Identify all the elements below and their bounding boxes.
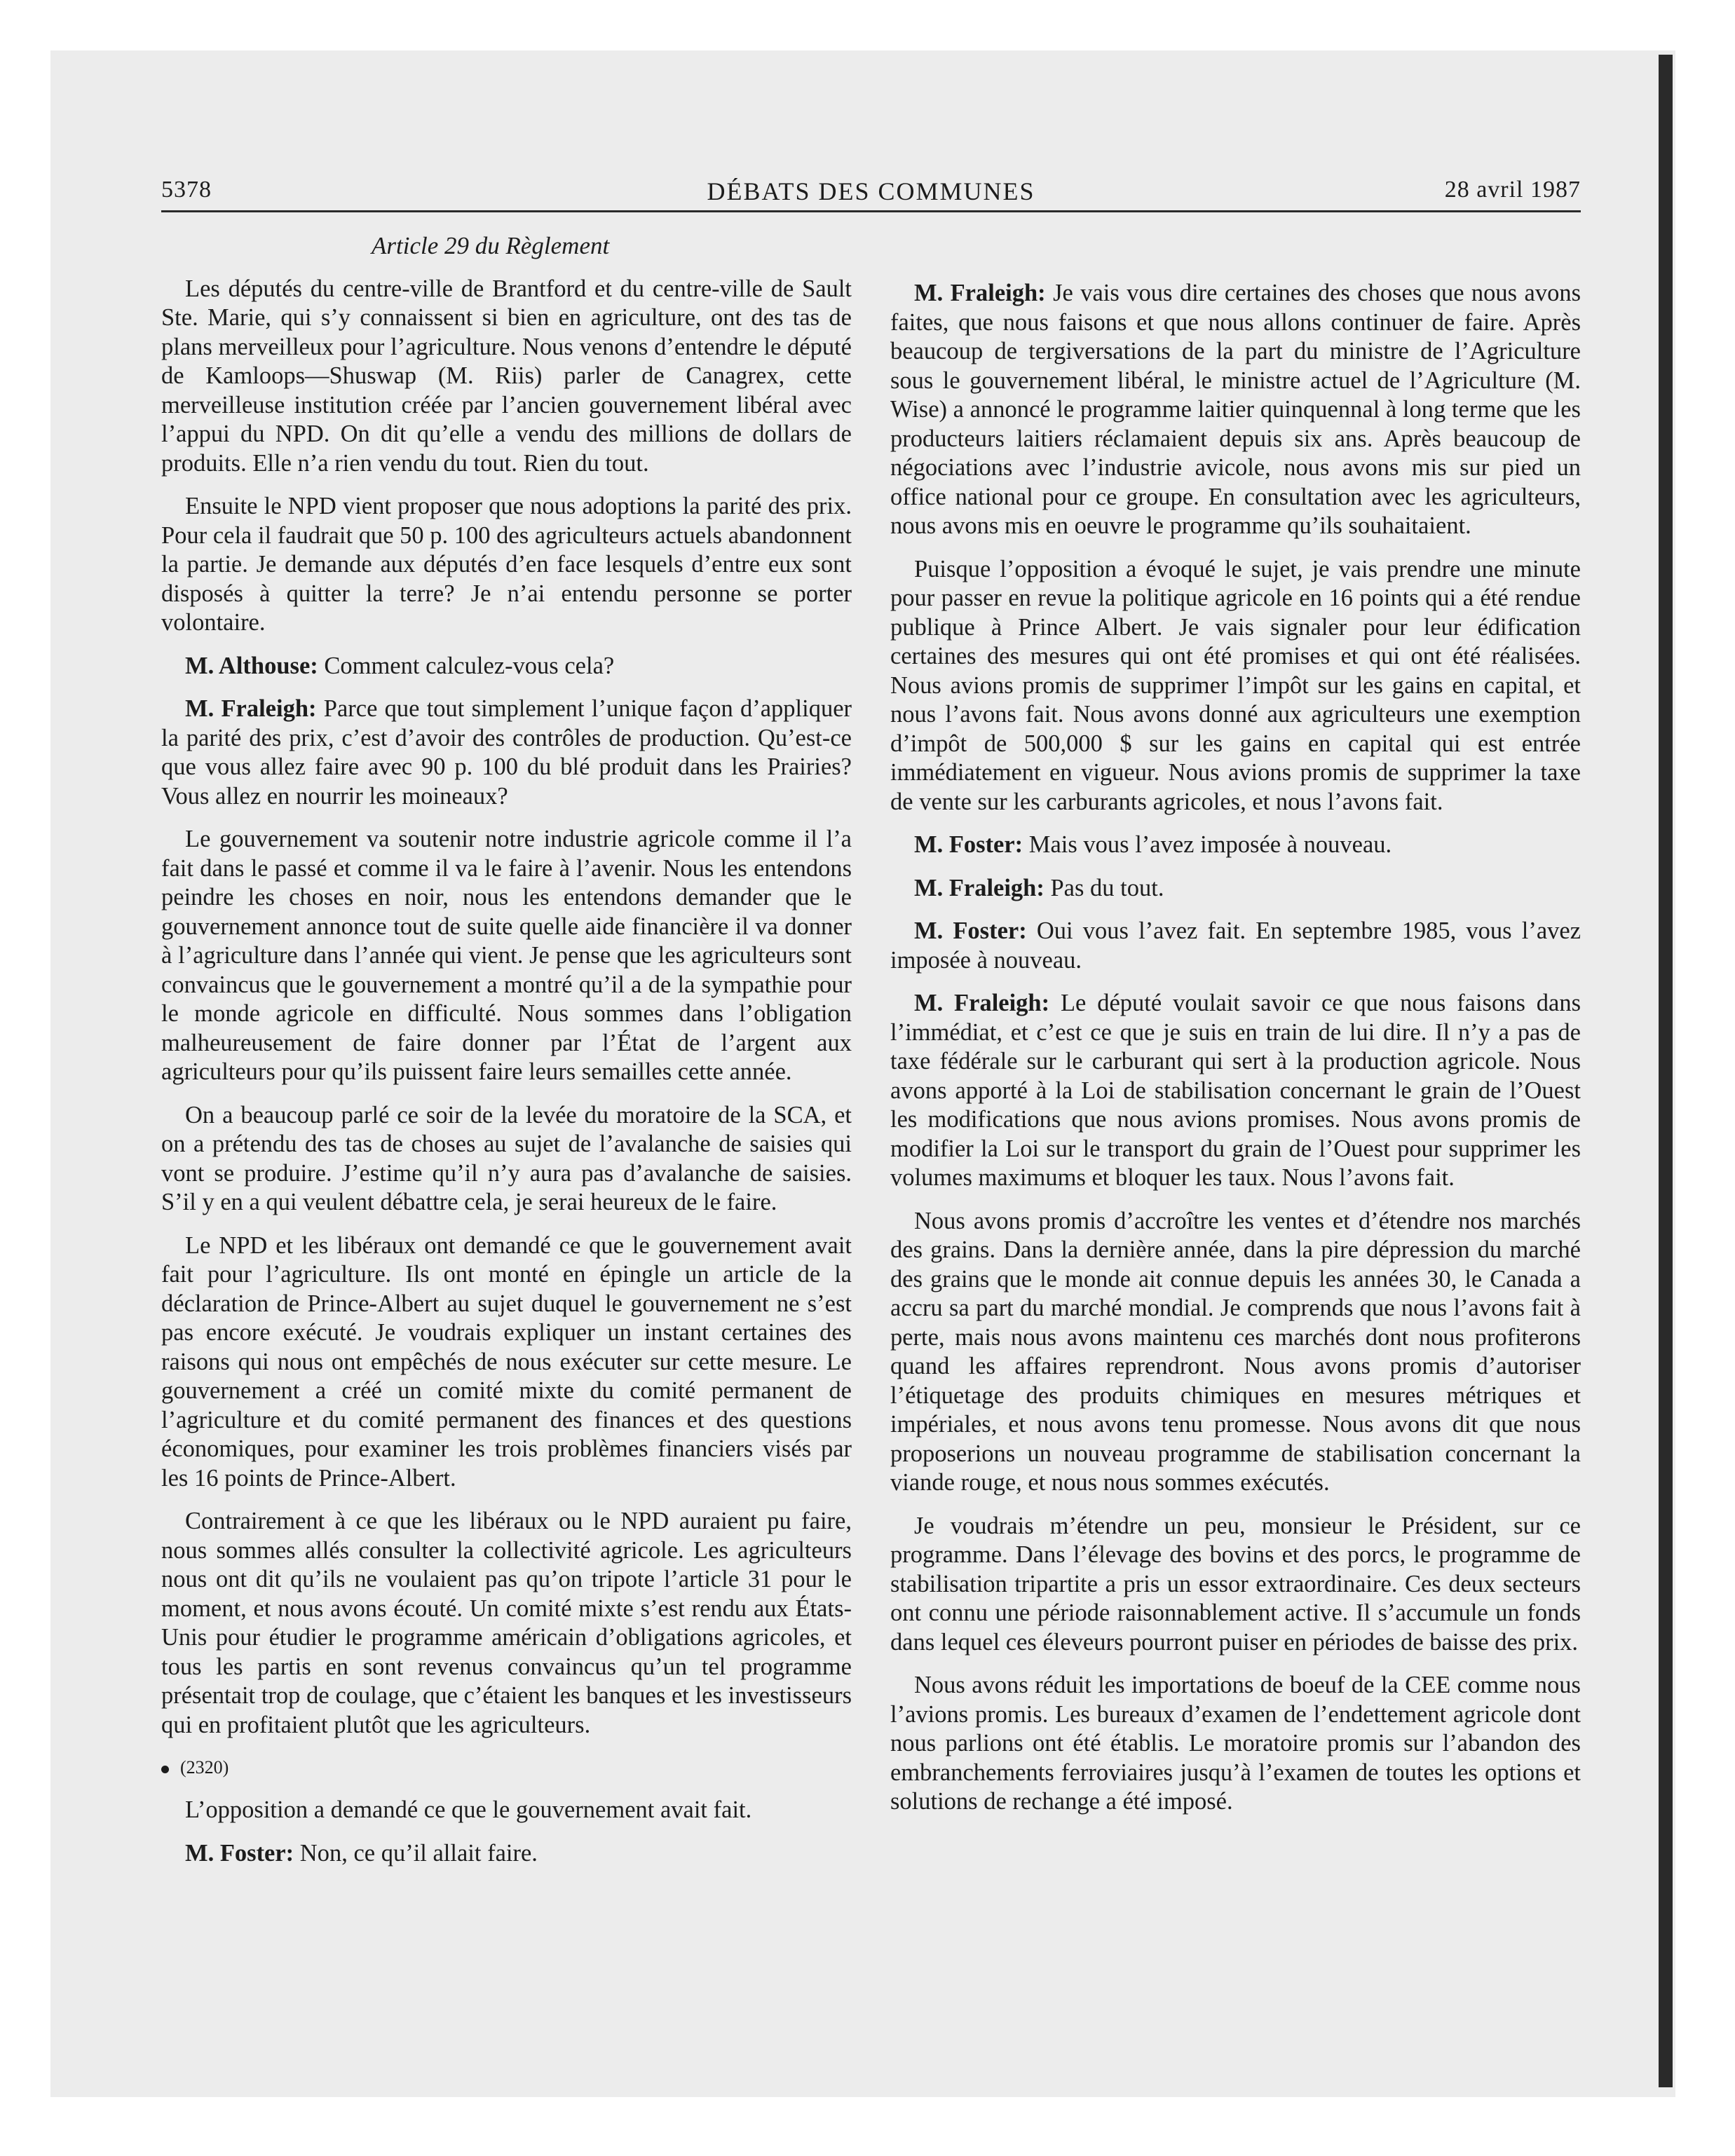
speaker-name: M. Fraleigh: <box>914 874 1045 901</box>
speaker-name: M. Fraleigh: <box>914 990 1050 1016</box>
header-rule <box>161 210 1581 212</box>
paragraph <box>161 1796 852 1825</box>
right-column <box>890 279 1581 1831</box>
paragraph-text: Le gouvernement va soutenir notre industrie agricole comme il l’a fait dans le passé et comme il va le faire à l’avenir. Nous les entendons peindre les choses en noir, nous les entendons demander que le gouvernement annonce tout de suite quelle aide financière il va donner à l’agriculture dans l’année qui vient. Je pense que les agriculteurs sont convaincus que le gouvernement a montré qu’il a de la sympathie pour le monde agricole en difficulté. Nous sommes dans l’obligation malheureusement de faire donner par l’État de l’argent aux agriculteurs pour qu’ils puissent faire leurs semailles cette année. <box>161 826 852 1085</box>
speaker-name: M. Althouse: <box>185 652 318 679</box>
paragraph <box>161 492 852 638</box>
paragraph <box>890 279 1581 541</box>
paragraph <box>890 917 1581 975</box>
page-header <box>161 177 1581 210</box>
left-column <box>161 231 852 1882</box>
scan-edge-bar <box>1659 55 1673 2087</box>
paragraph <box>161 652 852 681</box>
speaker-name: M. Fraleigh: <box>185 695 317 722</box>
speaker-name: M. Fraleigh: <box>914 280 1046 306</box>
paragraph-text: Parce que tout simplement l’unique façon d’appliquer la parité des prix, c’est d’avoir des contrôles de production. Qu’est-ce que vous allez faire avec 90 p. 100 du blé produit dans les Prairies? Vous allez en nourrir les moineaux? <box>161 695 852 810</box>
publication-title: DÉBATS DES COMMUNES <box>707 177 1035 205</box>
paragraph-text: Oui vous l’avez fait. En septembre 1985, vous l’avez imposée à nouveau. <box>890 917 1581 974</box>
paragraph <box>890 874 1581 903</box>
paragraph-text: Nous avons réduit les importations de boeuf de la CEE comme nous l’avions promis. Les bureaux d’examen de l’endettement agricole dont nous parlions ont été établis. Le moratoire promis sur l’abandon des embranchements ferroviaires jusqu’à l’examen de toutes les options et solutions de rechange a été imposé. <box>890 1672 1581 1815</box>
paragraph-text: On a beaucoup parlé ce soir de la levée du moratoire de la SCA, et on a prétendu des tas de choses au sujet de l’avalanche de saisies qui vont se produire. J’estime qu’il n’y aura pas d’avalanche de saisies. S’il y en a qui veulent débattre cela, je serai heureux de le faire. <box>161 1101 852 1215</box>
paragraph-text: L’opposition a demandé ce que le gouvernement avait fait. <box>185 1796 752 1823</box>
page-date: 28 avril 1987 <box>1444 177 1581 203</box>
paragraph <box>161 275 852 479</box>
paragraph-text: Pas du tout. <box>1050 874 1164 901</box>
section-subheading: Article 29 du Règlement <box>372 232 610 259</box>
paragraph <box>890 1512 1581 1658</box>
time-stamp: (2320) <box>180 1757 229 1778</box>
paragraph-text: Comment calculez-vous cela? <box>324 652 615 679</box>
speaker-name: M. Foster: <box>914 831 1023 858</box>
paragraph-text: Je vais vous dire certaines des choses que nous avons faites, que nous faisons et que nous allons continuer de faire. Après beaucoup de tergiversations de la part du ministre de l’Agriculture sous le gouvernement libéral, le ministre actuel de l’Agriculture (M. Wise) a annoncé le programme laitier quinquennal à long terme que les producteurs laitiers réclamaient depuis six ans. Après beaucoup de négociations avec l’industrie avicole, nous avons mis sur pied un office national pour ce groupe. En consultation avec les agriculteurs, nous avons mis en oeuvre le programme qu’ils souhaitaient. <box>890 280 1581 539</box>
time-marker <box>161 1754 852 1782</box>
paragraph-text: Les députés du centre-ville de Brantford et du centre-ville de Sault Ste. Marie, qui s’y connaissent si bien en agriculture, ont des tas de plans merveilleux pour l’agriculture. Nous venons d’entendre le député de Kamloops—Shuswap (M. Riis) parler de Canagrex, cette merveilleuse institution créée par l’ancien gouvernement libéral avec l’appui du NPD. On dit qu’elle a vendu des millions de dollars de produits. Elle n’a rien vendu du tout. Rien du tout. <box>161 275 852 477</box>
speaker-name: M. Foster: <box>185 1839 294 1867</box>
page-number: 5378 <box>161 177 212 203</box>
paragraph <box>890 831 1581 860</box>
paragraph <box>161 1231 852 1494</box>
paragraph <box>890 1671 1581 1817</box>
paragraph-text: Ensuite le NPD vient proposer que nous adoptions la parité des prix. Pour cela il faudrait que 50 p. 100 des agriculteurs actuels abandonnent la partie. Je demande aux députés d’en face lesquels d’entre eux sont disposés à quitter la terre? Je n’ai entendu personne se porter volontaire. <box>161 493 852 636</box>
paragraph <box>890 555 1581 817</box>
paragraph <box>161 695 852 811</box>
paragraph-text: Le NPD et les libéraux ont demandé ce que le gouvernement avait fait pour l’agriculture. Ils ont monté en épingle un article de la déclaration de Prince-Albert au sujet duquel le gouvernement ne s’est pas encore exécuté. Je voudrais expliquer un instant certaines des raisons qui nous ont empêchés de nous exécuter sur cette mesure. Le gouvernement a créé un comité mixte du comité permanent de l’agriculture et du comité permanent des finances et des questions économiques, pour examiner les trois problèmes financiers visés par les 16 points de Prince-Albert. <box>161 1231 852 1492</box>
paragraph-text: Non, ce qu’il allait faire. <box>299 1839 538 1867</box>
bullet-icon <box>161 1766 169 1773</box>
paragraph <box>161 1839 852 1869</box>
paragraph-text: Mais vous l’avez imposée à nouveau. <box>1028 831 1392 858</box>
paragraph <box>890 989 1581 1193</box>
paragraph-text: Contrairement à ce que les libéraux ou le NPD auraient pu faire, nous sommes allés consulter la collectivité agricole. Les agriculteurs nous ont dit qu’ils ne voulaient pas qu’on tripote l’article 31 pour le moment, et nous avons écouté. Un comité mixte s’est rendu aux États-Unis pour étudier le programme américain d’obligations agricoles, et tous les partis en sont revenus convaincus qu’un tel programme présentait trop de coulage, que c’étaient les banques et les investisseurs qui en profitaient plutôt que les agriculteurs. <box>161 1508 852 1738</box>
paragraph <box>161 1101 852 1217</box>
paragraph <box>161 825 852 1087</box>
paragraph <box>161 1507 852 1740</box>
paragraph-text: Puisque l’opposition a évoqué le sujet, je vais prendre une minute pour passer en revue la politique agricole en 16 points qui a été rendue publique à Prince Albert. Je vais signaler pour leur édification certaines des mesures qui ont été promises et qui ont été réalisées. Nous avions promis de supprimer l’impôt sur les gains en capital, et nous l’avons fait. Nous avons donné aux agriculteurs une exemption d’impôt de 500,000 $ sur les gains en capital qui est entrée immédiatement en vigueur. Nous avions promis de supprimer la taxe de vente sur les carburants agricoles, et nous l’avons fait. <box>890 555 1581 815</box>
paragraph-text: Je voudrais m’étendre un peu, monsieur le Président, sur ce programme. Dans l’élevage des bovins et des porcs, le programme de stabilisation tripartite a pris un essor extraordinaire. Ces deux secteurs ont connu une période raisonnablement active. Il s’accumule un fonds dans lequel ces éleveurs pourront puiser en périodes de baisse des prix. <box>890 1512 1581 1656</box>
paragraph-text: Le député voulait savoir ce que nous faisons dans l’immédiat, et c’est ce que je suis en train de lui dire. Il n’y a pas de taxe fédérale sur le carburant qui sert à la production agricole. Nous avons apporté à la Loi de stabilisation concernant le grain de l’Ouest les modifications que nous avions promises. Nous avons promis de modifier la Loi sur le transport du grain de l’Ouest pour supprimer les volumes maximums et bloquer les taux. Nous l’avons fait. <box>890 990 1581 1191</box>
paragraph-text: Nous avons promis d’accroître les ventes et d’étendre nos marchés des grains. Dans la dernière année, dans la pire dépression du marché des grains que le monde ait connue depuis les années 30, le Canada a accru sa part du marché mondial. Je comprends que nous l’avons fait à perte, mais nous avons maintenu ces marchés dont nous profiterons quand les affaires reprendront. Nous avons promis d’autoriser l’étiquetage des produits chimiques en mesures métriques et impériales, et nous avons tenu promesse. Nous avons dit que nous proposerions un nouveau programme de stabilisation concernant la viande rouge, et nous nous sommes exécutés. <box>890 1207 1581 1496</box>
speaker-name: M. Foster: <box>914 917 1027 944</box>
paragraph <box>890 1207 1581 1498</box>
